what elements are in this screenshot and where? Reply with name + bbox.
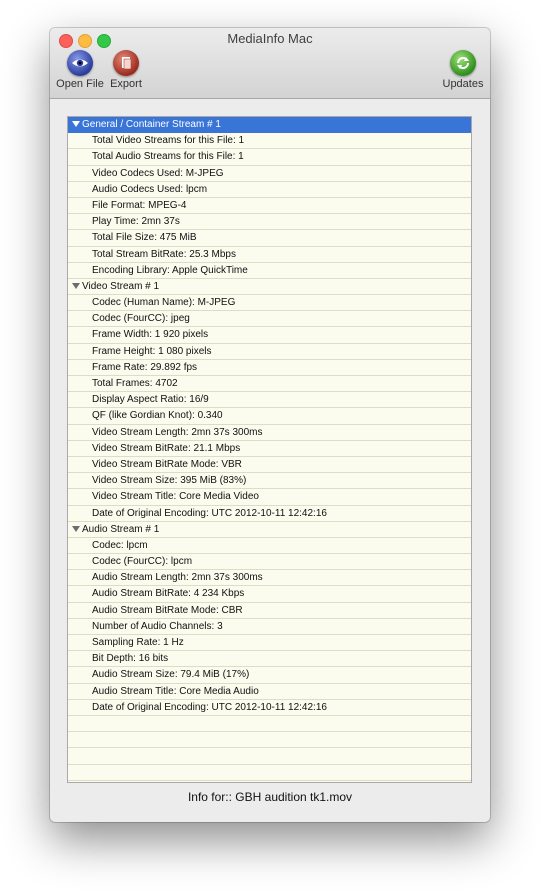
info-row[interactable]: QF (like Gordian Knot): 0.340 — [68, 408, 471, 424]
info-row[interactable]: Audio Stream BitRate Mode: CBR — [68, 603, 471, 619]
info-row[interactable]: Video Stream BitRate Mode: VBR — [68, 457, 471, 473]
info-row[interactable]: Date of Original Encoding: UTC 2012-10-11 12:42:16 — [68, 506, 471, 522]
info-row[interactable]: Video Stream BitRate: 21.1 Mbps — [68, 441, 471, 457]
refresh-icon — [450, 50, 476, 76]
info-row[interactable]: Frame Height: 1 080 pixels — [68, 344, 471, 360]
info-row[interactable]: Codec (FourCC): lpcm — [68, 554, 471, 570]
updates-label: Updates — [442, 78, 484, 90]
info-row[interactable]: Display Aspect Ratio: 16/9 — [68, 392, 471, 408]
info-row[interactable]: Video Stream Title: Core Media Video — [68, 489, 471, 505]
info-row[interactable]: Number of Audio Channels: 3 — [68, 619, 471, 635]
info-row[interactable]: Audio Stream Size: 79.4 MiB (17%) — [68, 667, 471, 683]
empty-row — [68, 732, 471, 748]
empty-row — [68, 781, 471, 783]
info-row[interactable]: Video Stream Size: 395 MiB (83%) — [68, 473, 471, 489]
info-row[interactable]: Codec (FourCC): jpeg — [68, 311, 471, 327]
disclosure-triangle-icon[interactable] — [72, 283, 80, 289]
section-title: General / Container Stream # 1 — [82, 119, 221, 130]
info-row[interactable]: Frame Rate: 29.892 fps — [68, 360, 471, 376]
info-row[interactable]: Video Codecs Used: M-JPEG — [68, 166, 471, 182]
eye-icon — [67, 50, 93, 76]
info-for-status: Info for:: GBH audition tk1.mov — [187, 790, 353, 804]
info-row[interactable]: Frame Width: 1 920 pixels — [68, 327, 471, 343]
empty-row — [68, 716, 471, 732]
info-row[interactable]: Encoding Library: Apple QuickTime — [68, 263, 471, 279]
info-row[interactable]: Sampling Rate: 1 Hz — [68, 635, 471, 651]
info-row[interactable]: File Format: MPEG-4 — [68, 198, 471, 214]
info-row[interactable]: Total Stream BitRate: 25.3 Mbps — [68, 247, 471, 263]
empty-row — [68, 765, 471, 781]
titlebar-toolbar — [50, 28, 490, 99]
mediainfo-window — [50, 28, 490, 822]
info-row[interactable]: Bit Depth: 16 bits — [68, 651, 471, 667]
info-row[interactable]: Total File Size: 475 MiB — [68, 230, 471, 246]
export-label: Export — [110, 78, 142, 90]
info-row[interactable]: Total Frames: 4702 — [68, 376, 471, 392]
section-title: Video Stream # 1 — [82, 280, 160, 292]
info-row[interactable]: Total Video Streams for this File: 1 — [68, 133, 471, 149]
info-row[interactable]: Audio Stream Title: Core Media Audio — [68, 684, 471, 700]
open-file-label: Open File — [56, 78, 104, 90]
info-row[interactable]: Audio Stream Length: 2mn 37s 300ms — [68, 570, 471, 586]
section-header[interactable] — [68, 117, 471, 133]
info-row[interactable]: Audio Codecs Used: lpcm — [68, 182, 471, 198]
media-info-outline[interactable] — [67, 116, 472, 783]
info-row[interactable]: Codec: lpcm — [68, 538, 471, 554]
empty-row — [68, 748, 471, 764]
updates-button[interactable] — [442, 50, 484, 90]
export-document-icon — [113, 50, 139, 76]
section-header[interactable] — [68, 522, 471, 538]
window-title: MediaInfo Mac — [227, 31, 313, 46]
info-row[interactable]: Audio Stream BitRate: 4 234 Kbps — [68, 586, 471, 602]
open-file-button[interactable] — [56, 50, 104, 90]
info-row[interactable]: Codec (Human Name): M-JPEG — [68, 295, 471, 311]
disclosure-triangle-icon[interactable] — [72, 526, 80, 532]
info-row[interactable]: Video Stream Length: 2mn 37s 300ms — [68, 425, 471, 441]
info-row[interactable]: Play Time: 2mn 37s — [68, 214, 471, 230]
info-row[interactable]: Date of Original Encoding: UTC 2012-10-11 12:42:16 — [68, 700, 471, 716]
section-header[interactable] — [68, 279, 471, 295]
info-row[interactable]: Total Audio Streams for this File: 1 — [68, 149, 471, 165]
disclosure-triangle-icon[interactable] — [72, 121, 80, 127]
section-title: Audio Stream # 1 — [82, 523, 160, 535]
export-button[interactable] — [104, 50, 148, 90]
